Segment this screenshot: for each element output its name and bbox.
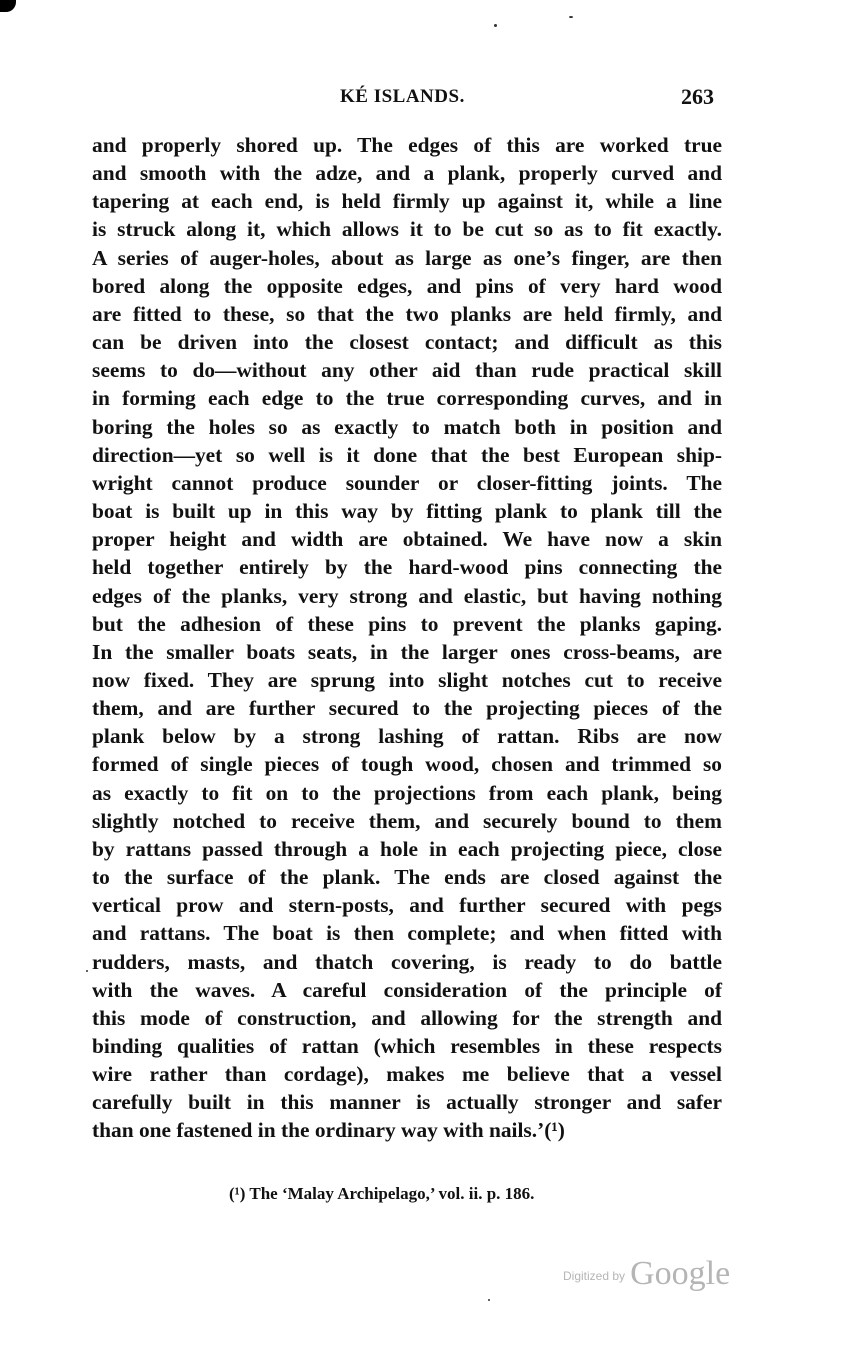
text-line: in forming each edge to the true corresponding curves, and in [92,386,722,411]
text-line: and smooth with the adze, and a plank, properly curved and [92,161,722,186]
footnote: (¹) The ‘Malay Archipelago,’ vol. ii. p. 186. [229,1184,535,1203]
text-line: bored along the opposite edges, and pins of very hard wood [92,273,722,298]
text-line: edges of the planks, very strong and elastic, but having nothing [92,583,722,608]
page-number: 263 [681,84,714,109]
text-line: binding qualities of rattan (which resembles in these respects [92,1034,722,1058]
body-text [92,131,722,1145]
text-line: vertical prow and stern-posts, and further secured with pegs [92,893,722,918]
text-line: rudders, masts, and thatch covering, is ready to do battle [92,949,722,974]
digitized-by-google-watermark [563,1255,730,1293]
text-line: boring the holes so as exactly to match both in position and [92,414,722,439]
text-line: slightly notched to receive them, and securely bound to them [92,808,722,833]
text-line: as exactly to fit on to the projections from each plank, being [92,780,722,805]
page-header [0,84,860,114]
text-line: held together entirely by the hard-wood pins connecting the [92,555,722,580]
scan-speck [569,16,573,18]
text-line: wire rather than cordage), makes me believe that a vessel [92,1062,722,1087]
text-line: to the surface of the plank. The ends are closed against the [92,865,722,890]
text-line: boat is built up in this way by fitting plank to plank till the [92,499,722,524]
text-line: seems to do—without any other aid than rude practical skill [92,358,722,383]
text-line: formed of single pieces of tough wood, chosen and trimmed so [92,752,722,777]
text-line: now fixed. They are sprung into slight notches cut to receive [92,667,722,692]
text-line: this mode of construction, and allowing for the strength and [92,1005,722,1030]
text-line: and rattans. The boat is then complete; and when fitted with [92,921,722,946]
text-line: than one fastened in the ordinary way with nails.’(¹) [92,1118,565,1143]
text-line: In the smaller boats seats, in the larger ones cross-beams, are [92,639,722,664]
text-line: carefully built in this manner is actually stronger and safer [92,1090,722,1115]
text-line: with the waves. A careful consideration of the principle of [92,977,722,1002]
scan-speck [488,1299,490,1301]
text-line: them, and are further secured to the projecting pieces of the [92,696,722,721]
scan-ink-blot [0,0,16,12]
text-line: wright cannot produce sounder or closer-fitting joints. The [92,470,722,495]
watermark-prefix: Digitized by [563,1269,626,1283]
text-line: is struck along it, which allows it to be cut so as to fit exactly. [92,217,722,242]
text-line: are fitted to these, so that the two planks are held firmly, and [92,301,722,326]
text-line: proper height and width are obtained. We have now a skin [92,527,722,552]
running-title: KÉ ISLANDS. [340,86,465,107]
text-line: and properly shored up. The edges of this are worked true [92,133,722,157]
scan-speck [494,24,497,27]
text-line: direction—yet so well is it done that the best European ship- [92,442,722,467]
text-line: A series of auger-holes, about as large as one’s finger, are then [92,245,722,270]
text-line: tapering at each end, is held firmly up against it, while a line [92,189,722,214]
text-line: plank below by a strong lashing of rattan. Ribs are now [92,724,722,749]
text-line: but the adhesion of these pins to prevent the planks gaping. [92,611,722,636]
scan-speck [86,970,88,972]
text-line: by rattans passed through a hole in each projecting piece, close [92,836,722,861]
google-logo-text: Google [630,1255,731,1292]
text-line: can be driven into the closest contact; and difficult as this [92,330,722,355]
